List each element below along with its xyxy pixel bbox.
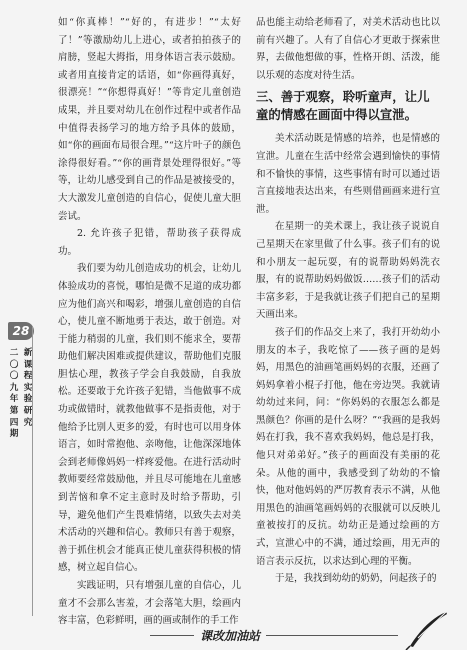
quill-pen-icon bbox=[402, 610, 450, 650]
body-paragraph: 如“你真棒！”“好的，有进步！”“太好了！”等激励幼儿上进心，或者拍拍孩子的肩膀，竖起大拇指，用身体语言表示鼓励。或者用直接肯定的话语，如“你画得真好，很漂亮！”“你想得真好！”等肯定儿童创造成果，并且要对幼儿在创作过程中或者作品中值得表扬学习的地方给予具体的鼓励，如“你的画面布局很合理。”“这片叶子的颜色涂得很好看。”“你的画背景处理得很好。”等等，让幼儿感受到自己的作品是被接受的，大大激发儿童创造的自信心，促使儿童大胆尝试。 bbox=[58, 17, 241, 222]
footer-brand: 课改加油站 bbox=[194, 627, 266, 644]
issue-vertical: 二〇〇九年第四期 bbox=[9, 348, 19, 440]
body-paragraph: 美术活动既是情感的培养，也是情感的宣泄。儿童在生活中经常会遇到愉快的事情和不愉快的事情，这些事情有时可以通过语言直接地表达出来，有些则借画画来进行宣泄。 bbox=[256, 133, 440, 215]
left-text-column bbox=[58, 14, 241, 630]
sidebar-divider bbox=[32, 326, 33, 616]
right-text-column bbox=[256, 14, 440, 588]
body-paragraph: 孩子们的作品交上来了，我打开幼幼小朋友的本子，我吃惊了——孩子画的是妈妈，用黑色的油画笔画妈妈的衣服，还画了妈妈拿着小棍子打他，他在旁边哭。我就请幼幼过来问，问：“你妈妈的衣服怎么都是黑颜色？你画的是什么呀？”“我画的是我妈妈在打我，我不喜欢我妈妈，他总是打我，他只对弟弟好。”孩子的画面没有美丽的花朵。从他的画中，我感受到了幼幼的不愉快，他对他妈妈的严厉教育表示不满，从他用黑色的油画笔画妈妈的衣服就可以反映儿童被按打的反抗。幼幼正是通过绘画的方式，宣泄心中的不满，通过绘画，用无声的语言表示反抗，以求达到心理的平衡。 bbox=[256, 326, 440, 567]
numbered-point-2: 2. 允许孩子犯错，帮助孩子获得成功。 bbox=[58, 228, 241, 257]
section-heading: 三、善于观察，聆听童声，让儿童的情感在画面中得以宣泄。 bbox=[256, 89, 430, 123]
body-paragraph: 于是，我找到幼幼的奶奶，问起孩子的 bbox=[275, 573, 437, 585]
page-number-badge: 28 bbox=[8, 322, 34, 340]
body-paragraph: 在星期一的美术课上，我让孩子说说自己星期天在家里做了什么事。孩子们有的说和小朋友一起玩耍，有的说帮助妈妈洗衣服，有的说帮助妈妈做饭……孩子们的活动丰富多彩，于是我就让孩子们把自己的星期天画出来。 bbox=[256, 221, 440, 321]
footer-rule bbox=[150, 635, 398, 636]
footer-banner bbox=[150, 626, 450, 646]
body-paragraph: 实践证明，只有增强儿童的自信心，儿童才不会那么害羞，才会落笔大胆，绘画内容丰富，色彩鲜明，画的画或制作的手工作 bbox=[58, 580, 241, 627]
journal-name-vertical: 新课程实验研究 bbox=[23, 348, 33, 428]
body-paragraph: 我们要为幼儿创造成功的机会，让幼儿体验成功的喜悦，哪怕是微不足道的成功都应为他们高兴和喝彩，增强儿童创造的自信心，使儿童不断地勇于表达，敢于创造。对于能力稍弱的儿童，我们则不能求全，要帮助他们解决困难或提供建议，帮助他们克服胆怯心理，教孩子学会自我鼓励，自我放松。还要敢于允许孩子犯错，当他做事不成功或做错时，就教他做事不是指责他，对于他给予比别人更多的爱，有时也可以用身体语言，如时常抱他、亲吻他，让他深深地体会到老师像妈妈一样疼爱他。在进行活动时教师要经常鼓励他，并且尽可能地在儿童感到苦恼和拿不定主意时及时给予帮助，引导，避免他们产生畏难情绪，以致失去对美术活动的兴趣和信心。教师只有善于观察，善于抓住机会才能真正使儿童获得积极的情感，树立起自信心。 bbox=[58, 263, 241, 574]
body-paragraph: 品也能主动给老师看了，对美术活动也比以前有兴趣了。人有了自信心才更敢于探索世界，去做他想做的事，性格开朗、活泼，能以乐观的态度对待生活。 bbox=[256, 17, 440, 81]
